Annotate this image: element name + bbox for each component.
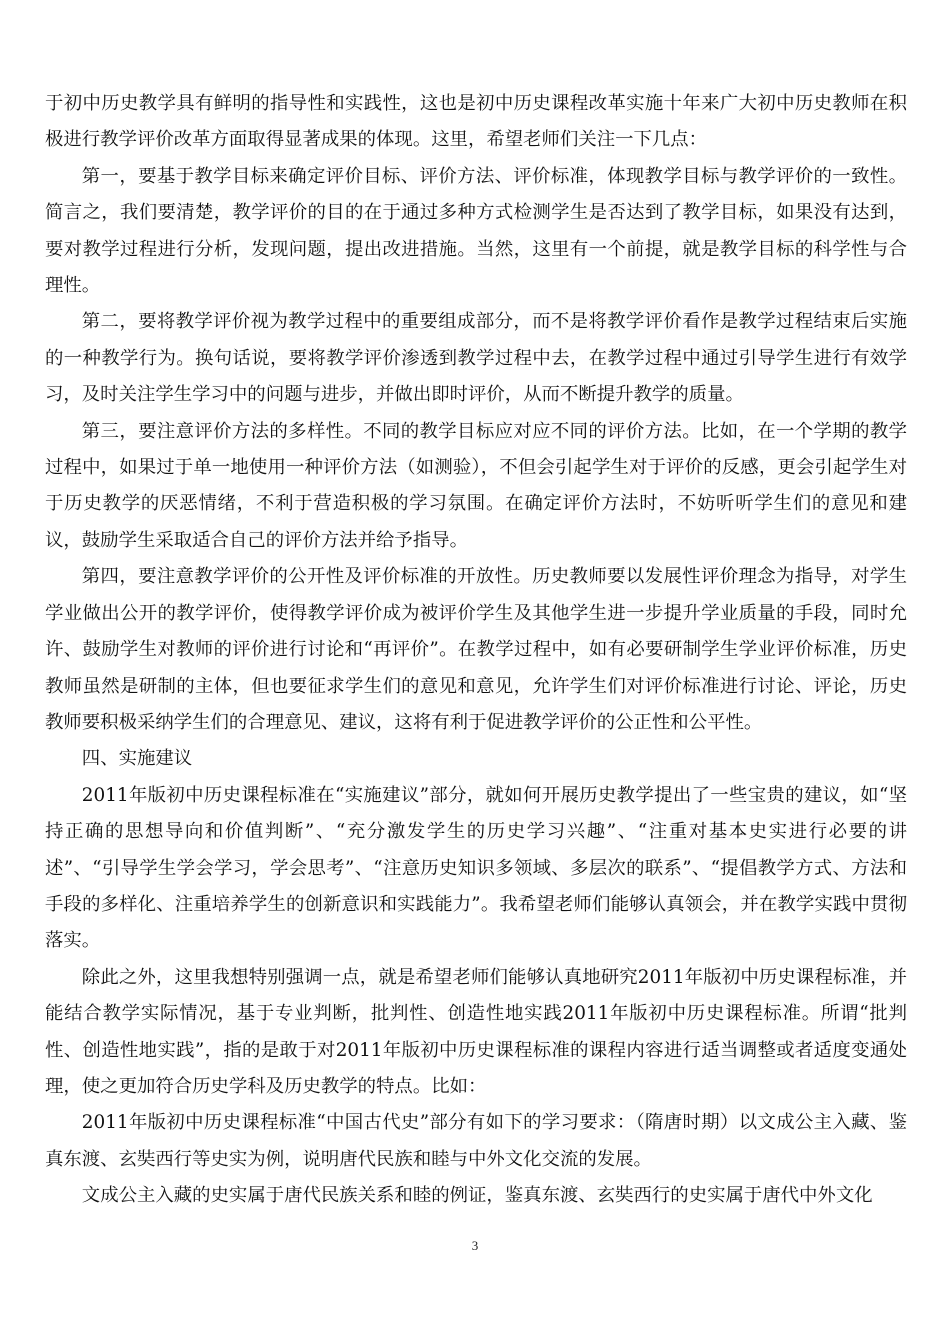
paragraph-emphasis: 除此之外，这里我想特别强调一点，就是希望老师们能够认真地研究2011年版初中历史课程标准，并能结合教学实际情况，基于专业判断，批判性、创造性地实践2011年版初中历史课程标准。所谓“批判性、创造性地实践”，指的是敢于对2011年版初中历史课程标准的课程内容进行适当调整或者适度变通处理，使之更加符合历史学科及历史教学的特点。比如： — [45, 966, 907, 1097]
page-number: 3 — [471, 1238, 479, 1253]
paragraph-example: 2011年版初中历史课程标准“中国古代史”部分有如下的学习要求：（隋唐时期）以文成公主入藏、鉴真东渡、玄奘西行等史实为例，说明唐代民族和睦与中外文化交流的发展。 — [45, 1112, 907, 1170]
document-body — [45, 86, 907, 1215]
paragraph-implementation: 2011年版初中历史课程标准在“实施建议”部分，就如何开展历史教学提出了一些宝贵的建议，如“坚持正确的思想导向和价值判断”、“充分激发学生的历史学习兴趣”、“注重对基本史实进行必要的讲述”、“引导学生学会学习，学会思考”、“注意历史知识多领域、多层次的联系”、“提倡教学方式、方法和手段的多样化、注重培养学生的创新意识和实践能力”。我希望老师们能够认真领会，并在教学实践中贯彻落实。 — [45, 784, 907, 952]
paragraph-analysis: 文成公主入藏的史实属于唐代民族关系和睦的例证，鉴真东渡、玄奘西行的史实属于唐代中外文化 — [81, 1185, 873, 1207]
paragraph-point-2: 第二，要将教学评价视为教学过程中的重要组成部分，而不是将教学评价看作是教学过程结束后实施的一种教学行为。换句话说，要将教学评价渗透到教学过程中去，在教学过程中通过引导学生进行有效学习，及时关注学生学习中的问题与进步，并做出即时评价，从而不断提升教学的质量。 — [45, 311, 907, 406]
section-heading: 四、实施建议 — [81, 748, 193, 770]
paragraph-continuation: 于初中历史教学具有鲜明的指导性和实践性，这也是初中历史课程改革实施十年来广大初中历史教师在积极进行教学评价改革方面取得显著成果的体现。这里，希望老师们关注一下几点： — [45, 93, 907, 151]
paragraph-point-3: 第三，要注意评价方法的多样性。不同的教学目标应对应不同的评价方法。比如，在一个学期的教学过程中，如果过于单一地使用一种评价方法（如测验），不但会引起学生对于评价的反感，更会引起学生对于历史教学的厌恶情绪，不利于营造积极的学习氛围。在确定评价方法时，不妨听听学生们的意见和建议，鼓励学生采取适合自己的评价方法并给予指导。 — [45, 420, 907, 551]
paragraph-point-1: 第一，要基于教学目标来确定评价目标、评价方法、评价标准，体现教学目标与教学评价的一致性。简言之，我们要清楚，教学评价的目的在于通过多种方式检测学生是否达到了教学目标，如果没有达到，要对教学过程进行分析，发现问题，提出改进措施。当然，这里有一个前提，就是教学目标的科学性与合理性。 — [45, 165, 907, 297]
paragraph-point-4: 第四，要注意教学评价的公开性及评价标准的开放性。历史教师要以发展性评价理念为指导，对学生学业做出公开的教学评价，使得教学评价成为被评价学生及其他学生进一步提升学业质量的手段，同时允许、鼓励学生对教师的评价进行讨论和“再评价”。在教学过程中，如有必要研制学生学业评价标准，历史教师虽然是研制的主体，但也要征求学生们的意见和意见，允许学生们对评价标准进行讨论、评论，历史教师要积极采纳学生们的合理意见、建议，这将有利于促进教学评价的公正性和公平性。 — [45, 566, 907, 733]
